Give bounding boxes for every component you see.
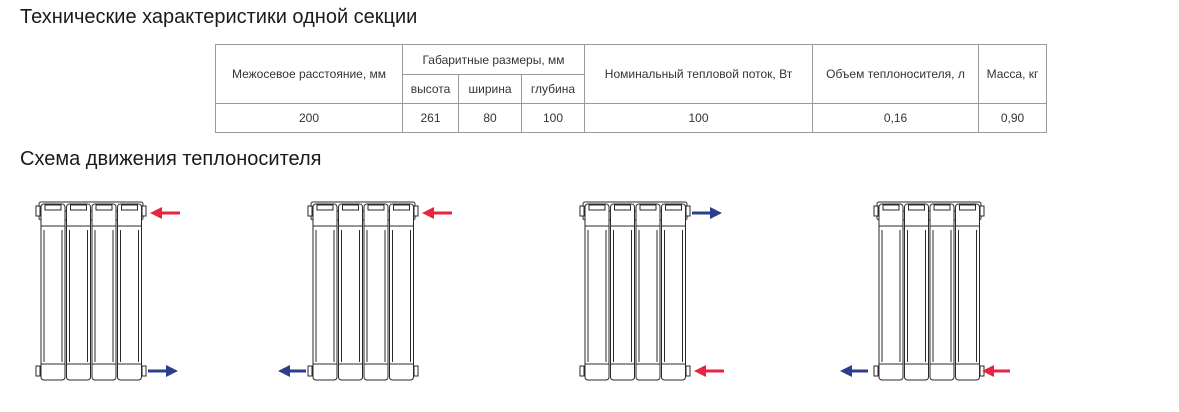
cell-volume: 0,16 — [813, 104, 979, 133]
return-arrow — [840, 365, 868, 377]
page-title: Технические характеристики одной секции — [20, 6, 418, 28]
header-height: высота — [403, 75, 459, 104]
return-arrow — [278, 365, 306, 377]
radiator-diagram-3 — [578, 190, 728, 382]
cell-height: 261 — [403, 104, 459, 133]
header-depth: глубина — [522, 75, 585, 104]
return-arrow — [692, 207, 722, 219]
supply-arrow — [694, 365, 724, 377]
radiator-icon — [580, 202, 690, 380]
radiator-diagram-4 — [838, 190, 1018, 382]
radiator-icon — [36, 202, 146, 380]
header-heat-flow: Номинальный тепловой поток, Вт — [585, 45, 813, 104]
radiator-icon — [308, 202, 418, 380]
spec-table — [215, 44, 1047, 133]
cell-mass: 0,90 — [979, 104, 1047, 133]
supply-arrow — [422, 207, 452, 219]
cell-spacing: 200 — [216, 104, 403, 133]
supply-arrow — [150, 207, 180, 219]
header-spacing: Межосевое расстояние, мм — [216, 45, 403, 104]
radiator-diagram-2 — [276, 190, 456, 382]
radiator-diagram-1 — [34, 190, 184, 382]
scheme-title: Схема движения теплоносителя — [20, 148, 322, 170]
supply-arrow — [982, 365, 1010, 377]
header-dimensions: Габаритные размеры, мм — [403, 45, 585, 75]
cell-depth: 100 — [522, 104, 585, 133]
table-row — [216, 104, 1047, 133]
header-mass: Масса, кг — [979, 45, 1047, 104]
cell-heat-flow: 100 — [585, 104, 813, 133]
header-width: ширина — [459, 75, 522, 104]
header-volume: Объем теплоносителя, л — [813, 45, 979, 104]
return-arrow — [148, 365, 178, 377]
radiator-icon — [874, 202, 984, 380]
cell-width: 80 — [459, 104, 522, 133]
flow-diagrams — [0, 190, 1179, 390]
